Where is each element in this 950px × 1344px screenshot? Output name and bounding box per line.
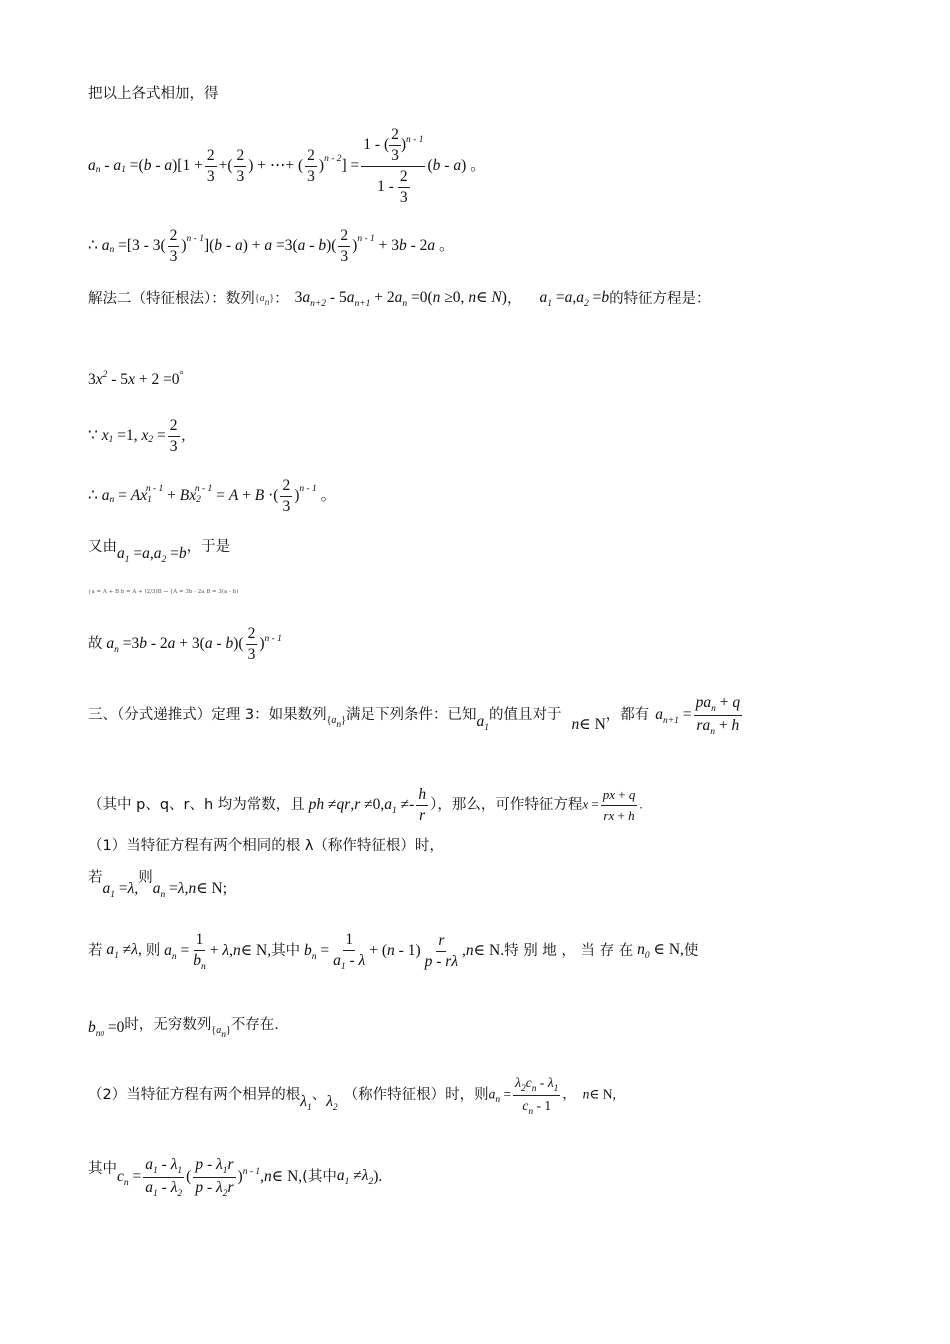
ruo-text-2: 若 — [88, 943, 103, 959]
method-two-line: 解法二（特征根法）：数列 {an} ： $3a_{n+2} - 5a_{n+1} + 2a_n =0(n \ge 0$, n∈ N) ， $a_1 =a,a_2 =b$ 的特征方程是： — [88, 289, 711, 309]
because-symbol: ∵ — [88, 427, 98, 444]
theorem-3-line: 三、（分式递推式）定理 3：如果数列 {an} 满足下列条件：已知 $a_1$ 的值且对于 n∈ N ，都有 $a_{n+1}$ = $\frac{pa_n + q}{ra_n + h}$ — [88, 693, 741, 737]
ze-text-2: 则 — [145, 943, 161, 959]
theorem-3-condition: 满足下列条件：已知 — [345, 707, 477, 723]
theorem-3-title: 三、（分式递推式）定理 3：如果数列 — [88, 707, 327, 723]
gu-text: 故 — [88, 636, 103, 652]
yushi-text: ，于是 — [186, 539, 231, 555]
nonexistence-line: $b_{n0} =0$ 时，无穷数列 {an} 不存在. — [88, 1017, 279, 1040]
conditions-text: （其中 p、q、r、h 均为常数，且 — [88, 797, 305, 813]
formula-an-result: ∴ a n =[3 - 3( $\frac{2}{3}$ ) n - 1 ]( b - a ) + a =3( a - b )( $\frac{2}{3}$ ) n - 1 + 3 b - 2 a 。 — [88, 226, 455, 265]
qizhong-text: 其中 — [271, 943, 301, 959]
formula-sum: a n - a 1 =( b - a )[1 + $\frac{2}{3}$ +( $\frac{2}{3}$ ) + ⋯+ ( $\frac{2}{3}$ ) n - 2 ] = 1 - ( $\frac{2}{3}$ )$^{n - 1}$ 1 - $\frac{2}{3}$ ( b - a ) 。 — [88, 125, 486, 206]
end-paren: ). — [373, 1168, 383, 1185]
case-one-unequal: 若 $a_1 \ne\lambda$, 则 $a_n$ = $\frac{1}{b_n}$ + λ,n∈ N, 其中 $b_n$ = $\frac{1}{a_1 - \lambda}$ + (n - 1) $\frac{r}{p - r\lambda}$ ,n∈ N. 特 别 地 ， 当 存 在 $n_0$ ∈ N, 使 — [88, 930, 699, 972]
conditions-line: （其中 p、q、r、h 均为常数，且 ph $\ne qr,r \ne 0,a_1$ ≠- $\frac{h}{r}$ ），那么，可作特征方程 x = $\frac{px + q}{rx + h}$ . — [88, 785, 643, 824]
case-two: （2）当特征方程有两个相异的根 $\lambda_1$ 、 $\lambda_2$ （称作特征根）时，则 $a_n$ = $\frac{\lambda_2c_n - \lambda_1}{c_n - 1}$ ， n∈ N, — [88, 1074, 616, 1117]
tiny-system — [88, 589, 238, 596]
comma: ， — [506, 291, 522, 307]
case-one-text: （1）当特征方程有两个相同的根 λ（称作特征根）时， — [88, 838, 444, 854]
general-solution: ∴ a n = Ax 1 n - 1 + Bx 2 n - 1 = A + B ·( $\frac{2}{3}$ ) n - 1 。 — [88, 476, 337, 515]
case-two-tail: （称作特征根）时，则 — [343, 1087, 489, 1103]
final-formula: 故 $a_n =3b - 2a + 3(a - b)$( $\frac{2}{3}$ )$^{n - 1}$ — [88, 624, 282, 663]
case-one — [88, 836, 444, 856]
cn-formula: 其中 $c_n$ = $\frac{a_1 - \lambda_1}{a_1 - \lambda_2}$ ( $\frac{p - \lambda_1r}{p - \lambda_2r}$ )$^{n - 1}$,n∈ N, (其中 $a_1 \ne\lambda_2$ ). — [88, 1155, 383, 1199]
roots-line: ∵ x 1 =1, x 2 = $\frac{2}{3}$ , — [88, 416, 186, 455]
shi-text: 使 — [683, 943, 699, 959]
youyou-text: 又由 — [88, 539, 117, 555]
case-one-equal: 若 $a_1 =\lambda$, 则 $a_n$ =λ,n∈ N; — [88, 870, 228, 900]
method-two-tail: 的特征方程是： — [609, 291, 711, 307]
tebie-text: 特 别 地 ， 当 存 在 — [504, 943, 634, 959]
initial-values-line: 又由 $a_1 =a,a_2 =b$ ，于是 — [88, 539, 231, 565]
tiny-system-text: {a = A + B b = A + (2/3)B → {A = 3b - 2a B = 3(a - b) — [88, 589, 239, 595]
case-two-text: （2）当特征方程有两个相异的根 — [88, 1087, 301, 1103]
text-line-sum — [88, 84, 219, 104]
therefore-symbol-2: ∴ — [88, 487, 98, 504]
qizhong-text-2: 其中 — [88, 1161, 117, 1177]
qizhong-paren: (其中 — [302, 1169, 337, 1185]
dun-text: 、 — [311, 1087, 327, 1103]
colon: ： — [274, 291, 289, 307]
char-equation-text: ），那么，可作特征方程 — [430, 797, 583, 813]
ruo-text: 若 — [88, 870, 103, 886]
theorem-3-have: ，都有 — [605, 707, 650, 723]
ze-text: 则 — [138, 870, 153, 886]
sum-text: 把以上各式相加，得 — [88, 86, 219, 102]
theorem-3-for: 的值且对于 — [488, 707, 562, 723]
characteristic-equation: $3x^2 - 5x + 2 =0^\circ$ — [88, 370, 184, 388]
method-two-title: 解法二（特征根法）：数列 — [88, 291, 255, 307]
therefore-symbol: ∴ — [88, 237, 98, 254]
bucunzai-text: 不存在. — [230, 1017, 279, 1033]
wuqiong-text: 时，无穷数列 — [124, 1017, 212, 1033]
